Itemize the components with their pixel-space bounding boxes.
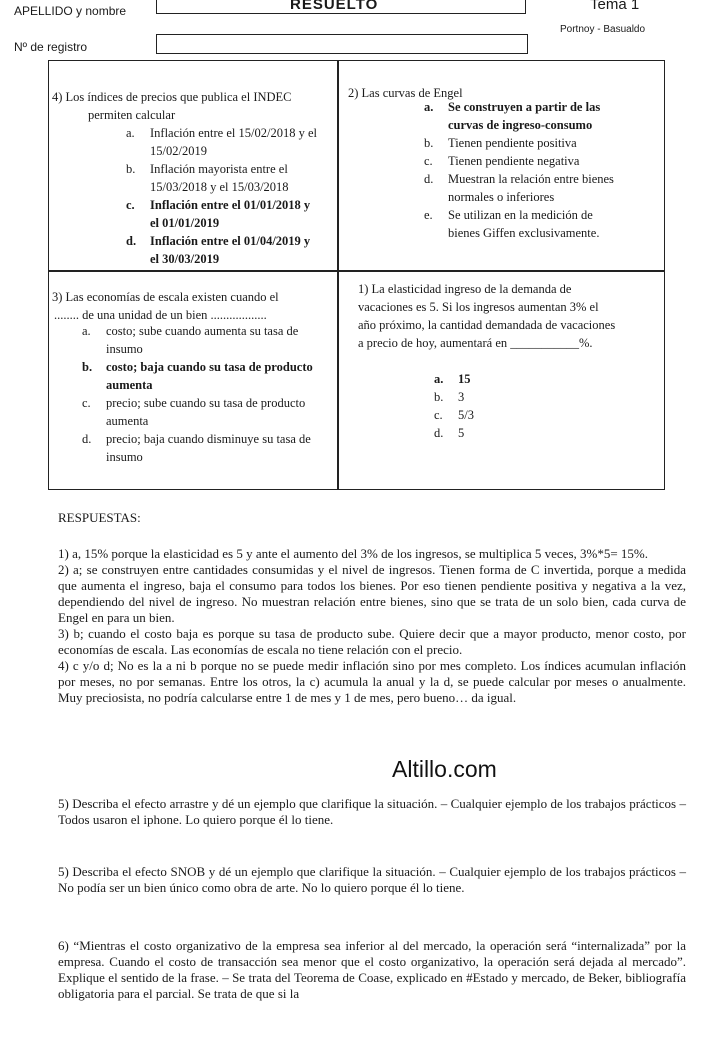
answer-4: 4) c y/o d; No es la a ni b porque no se puede medir inflación sino por mes completo. Los índices acumulan inflación por meses, no por semanas. Entre los otros, la c) acumula la anual y la d, se puede calcular por meses o anualmente. Muy preciosista, no podría calcularse entre 1 de mes y 1 de mes, pero bueno… da igual. xyxy=(58,658,686,705)
option-text: Tienen pendiente positiva xyxy=(448,136,577,150)
option-text: bienes Giffen exclusivamente. xyxy=(448,226,600,240)
option-text: Inflación entre el 01/01/2018 y xyxy=(150,198,311,212)
option-text: aumenta xyxy=(106,414,149,428)
option-letter: c. xyxy=(82,396,91,410)
option-text: insumo xyxy=(106,450,143,464)
option-letter: b. xyxy=(126,162,136,176)
option-letter: d. xyxy=(82,432,92,446)
option-letter: a. xyxy=(126,126,135,140)
option-text: Se construyen a partir de las xyxy=(448,100,601,114)
q2-option-d[interactable] xyxy=(424,170,660,206)
grid-horizontal-divider xyxy=(48,270,665,272)
registro-field[interactable] xyxy=(156,34,528,54)
registro-label: Nº de registro xyxy=(14,40,88,54)
q1-stem-line4: a precio de hoy, aumentará en ___________%. xyxy=(358,336,593,350)
q4-stem-line2: permiten calcular xyxy=(88,108,176,122)
q4-option-d[interactable] xyxy=(126,232,336,268)
q4-option-b[interactable] xyxy=(126,160,336,196)
q2-option-b[interactable] xyxy=(424,134,660,152)
option-text: normales o inferiores xyxy=(448,190,555,204)
option-text: 15/03/2018 y el 15/03/2018 xyxy=(150,180,289,194)
option-letter: a. xyxy=(434,372,444,386)
option-text: 5/3 xyxy=(458,408,474,422)
option-letter: a. xyxy=(82,324,91,338)
option-letter: d. xyxy=(434,426,444,440)
q1-stem-line1: 1) La elasticidad ingreso de la demanda de xyxy=(358,282,572,296)
answer-5-snob: 5) Describa el efecto SNOB y dé un ejemplo que clarifique la situación. – Cualquier ejemplo de los trabajos prácticos – No podía ser un bien único como obra de arte. No lo quiero porque él lo tiene. xyxy=(58,864,686,895)
option-text: costo; baja cuando su tasa de producto xyxy=(106,360,313,374)
q2-option-c[interactable] xyxy=(424,152,660,170)
respuestas-title: RESPUESTAS: xyxy=(58,510,141,525)
answer-5-arrastre: 5) Describa el efecto arrastre y dé un ejemplo que clarifique la situación. – Cualquier ejemplo de los trabajos prácticos – Todos usaron el iphone. Lo quiero porque él lo tiene. xyxy=(58,796,686,827)
option-text: aumenta xyxy=(106,378,153,392)
q2-option-a[interactable] xyxy=(424,98,660,134)
q3-option-c[interactable] xyxy=(82,394,334,430)
tema-label: Tema 1 xyxy=(590,0,640,13)
option-text: 3 xyxy=(458,390,465,404)
answer-1: 1) a, 15% porque la elasticidad es 5 y ante el aumento del 3% de los ingresos, se multiplica 5 veces, 3%*5= 15%. xyxy=(58,546,649,561)
q4-stem-line1: 4) Los índices de precios que publica el INDEC xyxy=(52,90,292,104)
answer-6: 6) “Mientras el costo organizativo de la empresa sea inferior al del mercado, la operación será “internalizada” por la empresa. Cuando el costo de transacción sea menor que el costo organizativo, la operación será dejada al mercado”. Explique el sentido de la frase. – Se trata del Teorema de Coase, explicado en #Estado y mercado, de Beker, bibliografía obligatoria para el parcial. Se trata de que si la xyxy=(58,938,686,1001)
name-value: RESUELTO xyxy=(290,0,379,13)
option-letter: d. xyxy=(424,172,434,186)
option-text: Se utilizan en la medición de xyxy=(448,208,593,222)
option-text: el 01/01/2019 xyxy=(150,216,220,230)
q3-stem-line2: ........ de una unidad de un bien .................. xyxy=(54,308,267,322)
q2-stem: 2) Las curvas de Engel xyxy=(348,86,463,100)
option-text: Inflación entre el 15/02/2018 y el xyxy=(150,126,317,140)
q3-stem-line1: 3) Las economías de escala existen cuando el xyxy=(52,290,279,304)
option-text: 15 xyxy=(458,372,471,386)
respuestas-block xyxy=(58,546,686,706)
option-letter: c. xyxy=(126,198,135,212)
q3-option-d[interactable] xyxy=(82,430,334,466)
option-letter: c. xyxy=(424,154,433,168)
option-letter: c. xyxy=(434,408,443,422)
option-text: precio; sube cuando su tasa de producto xyxy=(106,396,306,410)
option-letter: d. xyxy=(126,234,137,248)
option-text: Inflación entre el 01/04/2019 y xyxy=(150,234,311,248)
q1-option-d[interactable] xyxy=(434,424,534,442)
q1-stem-line2: vacaciones es 5. Si los ingresos aumentan 3% el xyxy=(358,300,599,314)
option-text: curvas de ingreso-consumo xyxy=(448,118,593,132)
answer-3: 3) b; cuando el costo baja es porque su tasa de producto sube. Quiere decir que a mayor producto, menor costo, por economías de escala. Las economías de escala no tiene relación con el precio. xyxy=(58,626,686,657)
option-text: el 30/03/2019 xyxy=(150,252,220,266)
option-text: 5 xyxy=(458,426,465,440)
q1-option-c[interactable] xyxy=(434,406,534,424)
option-letter: b. xyxy=(82,360,93,374)
answer-2: 2) a; se construyen entre cantidades consumidas y el nivel de ingresos. Tienen forma de C invertida, porque a medida que aumenta el ingreso, baja el consumo para todos los bienes. Por eso tienen pendiente positiva y negativa a la vez, dependiendo del nivel de ingreso. No muestran relación entre bienes, sino que se trata de un solo bien, cada curva de Engel en para un bien. xyxy=(58,562,686,625)
q1-option-a[interactable] xyxy=(434,370,534,388)
grid-vertical-divider xyxy=(337,60,339,490)
authors-label: Portnoy - Basualdo xyxy=(560,24,646,35)
name-label: APELLIDO y nombre xyxy=(14,4,127,18)
q3-option-b[interactable] xyxy=(82,358,334,394)
option-text: insumo xyxy=(106,342,143,356)
q1-stem-line3: año próximo, la cantidad demandada de vacaciones xyxy=(358,318,616,332)
q4-option-a[interactable] xyxy=(126,124,336,160)
q3-option-a[interactable] xyxy=(82,322,334,358)
option-letter: b. xyxy=(434,390,444,404)
option-text: precio; baja cuando disminuye su tasa de xyxy=(106,432,311,446)
option-letter: b. xyxy=(424,136,434,150)
q2-option-e[interactable] xyxy=(424,206,660,242)
option-text: Muestran la relación entre bienes xyxy=(448,172,614,186)
q4-option-c[interactable] xyxy=(126,196,336,232)
option-letter: a. xyxy=(424,100,434,114)
option-letter: e. xyxy=(424,208,433,222)
option-text: Tienen pendiente negativa xyxy=(448,154,580,168)
option-text: costo; sube cuando aumenta su tasa de xyxy=(106,324,299,338)
q1-option-b[interactable] xyxy=(434,388,534,406)
watermark-text: Altillo.com xyxy=(392,756,497,782)
option-text: 15/02/2019 xyxy=(150,144,207,158)
option-text: Inflación mayorista entre el xyxy=(150,162,288,176)
